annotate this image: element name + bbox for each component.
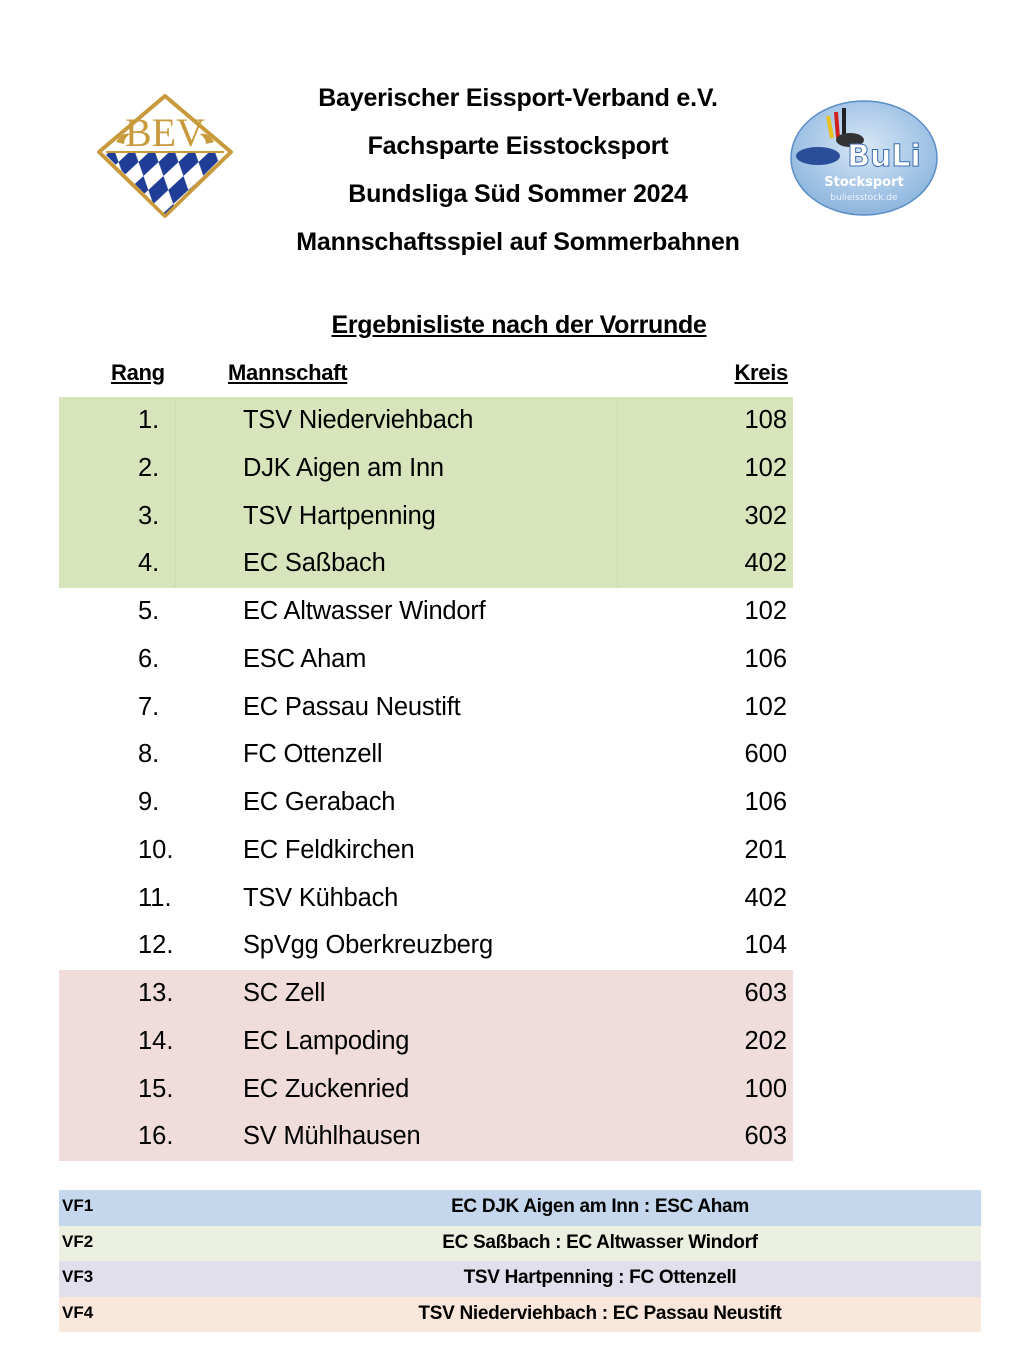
table-row (59, 445, 793, 493)
table-row (59, 731, 793, 779)
team-cell: DJK Aigen am Inn (243, 453, 444, 482)
table-row (59, 540, 793, 588)
quarterfinal-match: TSV Niederviehbach : EC Passau Neustift (418, 1302, 782, 1324)
table-row (59, 827, 793, 875)
rank-cell: 9. (138, 788, 160, 816)
cell-divider (617, 397, 618, 445)
table-row (59, 397, 793, 445)
team-cell: TSV Niederviehbach (243, 406, 474, 434)
cell-divider (175, 397, 176, 445)
rank-cell: 8. (138, 740, 160, 769)
column-header-rang: Rang (111, 360, 165, 385)
quarterfinal-row (59, 1190, 981, 1226)
quarterfinal-code: VF4 (62, 1302, 94, 1322)
cell-divider (175, 493, 176, 541)
team-cell: EC Altwasser Windorf (243, 597, 486, 625)
kreis-cell: 402 (744, 883, 787, 912)
cell-divider (617, 445, 618, 493)
table-row (59, 970, 793, 1018)
rank-cell: 4. (138, 549, 160, 578)
document-header (0, 74, 1036, 266)
team-cell: SV Mühlhausen (243, 1122, 421, 1151)
quarterfinal-code: VF2 (62, 1231, 94, 1251)
header-line-federation: Bayerischer Eissport-Verband e.V. (318, 84, 718, 112)
rank-cell: 6. (138, 644, 160, 673)
kreis-cell: 202 (744, 1026, 787, 1055)
team-cell: FC Ottenzell (243, 740, 383, 769)
rank-cell: 10. (138, 835, 174, 864)
standings-table (59, 397, 793, 1161)
cell-divider (175, 540, 176, 588)
column-header-kreis: Kreis (734, 360, 788, 385)
kreis-cell: 600 (744, 740, 787, 769)
team-cell: EC Saßbach (243, 549, 386, 578)
rank-cell: 5. (138, 597, 160, 625)
quarterfinal-row (59, 1297, 981, 1333)
rank-cell: 1. (138, 406, 160, 434)
team-cell: SpVgg Oberkreuzberg (243, 931, 493, 960)
quarterfinal-row (59, 1261, 981, 1297)
quarterfinal-pairings (59, 1190, 981, 1332)
kreis-cell: 100 (744, 1074, 787, 1103)
quarterfinal-match: TSV Hartpenning : FC Ottenzell (463, 1267, 737, 1288)
header-line-competition: Mannschaftsspiel auf Sommerbahnen (296, 228, 740, 256)
table-row (59, 779, 793, 827)
kreis-cell: 201 (744, 835, 787, 864)
team-cell: EC Gerabach (243, 788, 396, 816)
team-cell: EC Lampoding (243, 1026, 410, 1055)
kreis-cell: 108 (744, 406, 787, 434)
kreis-cell: 106 (744, 788, 787, 816)
rank-cell: 14. (138, 1026, 174, 1055)
kreis-cell: 302 (744, 501, 787, 530)
kreis-cell: 102 (744, 692, 787, 721)
column-header-mannschaft: Mannschaft (228, 360, 348, 385)
buli-logo-url: buliеisstock.de (830, 193, 898, 203)
team-cell: ESC Aham (243, 644, 367, 673)
quarterfinal-code: VF1 (62, 1196, 94, 1215)
table-row (59, 875, 793, 923)
team-cell: SC Zell (243, 979, 326, 1007)
rank-cell: 7. (138, 692, 160, 721)
kreis-cell: 106 (744, 644, 787, 673)
table-row (59, 493, 793, 541)
buli-logo-sub: Stocksport (824, 175, 904, 190)
bev-logo-text: BEV (125, 110, 205, 155)
table-row (59, 922, 793, 970)
table-row (59, 636, 793, 684)
table-row (59, 684, 793, 732)
team-cell: EC Zuckenried (243, 1074, 410, 1103)
header-line-league: Bundsliga Süd Sommer 2024 (348, 180, 688, 208)
team-cell: EC Passau Neustift (243, 692, 461, 721)
cell-divider (175, 445, 176, 493)
kreis-cell: 603 (744, 979, 787, 1007)
quarterfinal-row (59, 1226, 981, 1262)
kreis-cell: 102 (744, 453, 787, 482)
table-row (59, 1018, 793, 1066)
quarterfinal-match: EC Saßbach : EC Altwasser Windorf (442, 1231, 758, 1253)
rank-cell: 3. (138, 501, 160, 530)
header-line-division: Fachsparte Eisstocksport (367, 132, 669, 160)
table-row (59, 1113, 793, 1161)
results-title: Ergebnisliste nach der Vorrunde (331, 311, 707, 339)
team-cell: EC Feldkirchen (243, 835, 415, 864)
kreis-cell: 104 (744, 931, 787, 960)
cell-divider (617, 540, 618, 588)
cell-divider (617, 493, 618, 541)
kreis-cell: 102 (744, 597, 787, 625)
rank-cell: 2. (138, 453, 160, 482)
rank-cell: 13. (138, 979, 174, 1007)
table-row (59, 1066, 793, 1114)
kreis-cell: 402 (744, 549, 787, 578)
team-cell: TSV Kühbach (243, 883, 399, 912)
rank-cell: 15. (138, 1074, 174, 1103)
buli-logo-text: BuLi (847, 139, 921, 174)
quarterfinal-match: EC DJK Aigen am Inn : ESC Aham (451, 1196, 749, 1217)
team-cell: TSV Hartpenning (243, 501, 436, 530)
rank-cell: 12. (138, 931, 174, 960)
rank-cell: 11. (138, 883, 172, 912)
rank-cell: 16. (138, 1122, 174, 1151)
quarterfinal-code: VF3 (62, 1267, 94, 1286)
kreis-cell: 603 (744, 1122, 787, 1151)
table-row (59, 588, 793, 636)
